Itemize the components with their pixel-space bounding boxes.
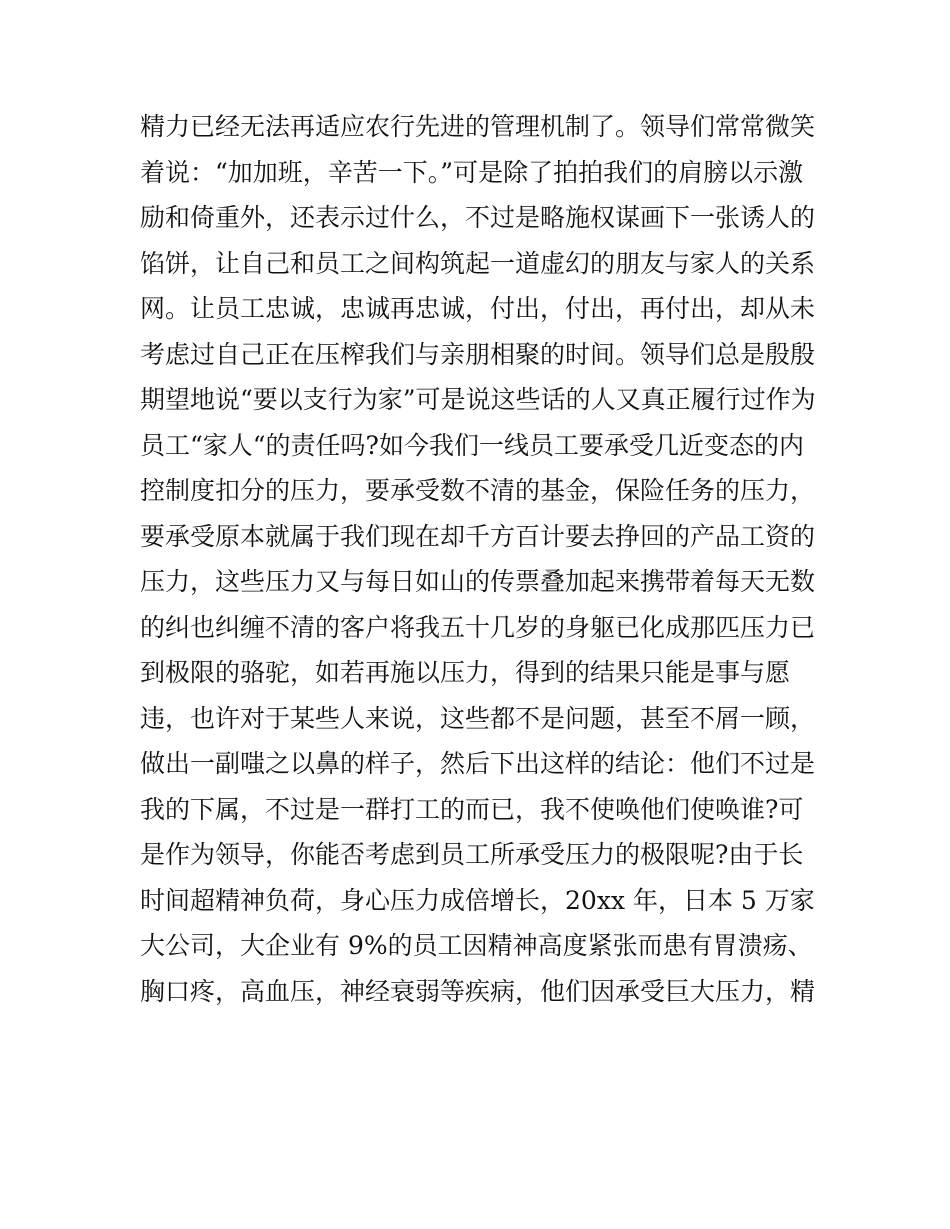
text-line: 时间超精神负荷，身心压力成倍增长，20xx 年，日本 5 万家: [140, 885, 815, 915]
text-line: 违，也许对于某些人来说，这些都不是问题，甚至不屑一顾，: [140, 703, 816, 733]
text-line: 的纠也纠缠不清的客户将我五十几岁的身躯已化成那匹压力已: [140, 612, 816, 642]
text-line: 励和倚重外，还表示过什么，不过是略施权谋画下一张诱人的: [140, 203, 816, 232]
text-line: 着说：“加加班，辛苦一下。”可是除了拍拍我们的肩膀以示激: [140, 157, 804, 187]
body-text: [140, 104, 820, 1014]
text-line: 是作为领导，你能否考虑到员工所承受压力的极限呢?由于长: [140, 840, 804, 869]
text-line: 我的下属，不过是一群打工的而已，我不使唤他们使唤谁?可: [140, 794, 804, 824]
text-line: 大公司，大企业有 9%的员工因精神高度紧张而患有胃溃疡、: [140, 931, 813, 960]
text-line: 精力已经无法再适应农行先进的管理机制了。领导们常常微笑: [140, 112, 816, 141]
text-line: 期望地说“要以支行为家”可是说这些话的人又真正履行过作为: [140, 385, 816, 414]
text-line: 要承受原本就属于我们现在却千方百计要去挣回的产品工资的: [140, 521, 816, 551]
text-line: 控制度扣分的压力，要承受数不清的基金，保险任务的压力，: [140, 476, 816, 505]
text-line: 考虑过自己正在压榨我们与亲朋相聚的时间。领导们总是殷殷: [140, 339, 816, 369]
text-line: 胸口疼，高血压，神经衰弱等疾病，他们因承受巨大压力，精: [140, 976, 816, 1006]
text-line: 做出一副嗤之以鼻的样子，然后下出这样的结论：他们不过是: [140, 749, 816, 778]
text-line: 员工“家人“的责任吗?如今我们一线员工要承受几近变态的内: [140, 430, 804, 460]
text-line: 到极限的骆驼，如若再施以压力，得到的结果只能是事与愿: [140, 658, 791, 687]
text-line: 馅饼，让自己和员工之间构筑起一道虚幻的朋友与家人的关系: [140, 248, 816, 278]
text-line: 网。让员工忠诚，忠诚再忠诚，付出，付出，再付出，却从未: [140, 294, 816, 323]
text-line: 压力，这些压力又与每日如山的传票叠加起来携带着每天无数: [140, 567, 816, 596]
